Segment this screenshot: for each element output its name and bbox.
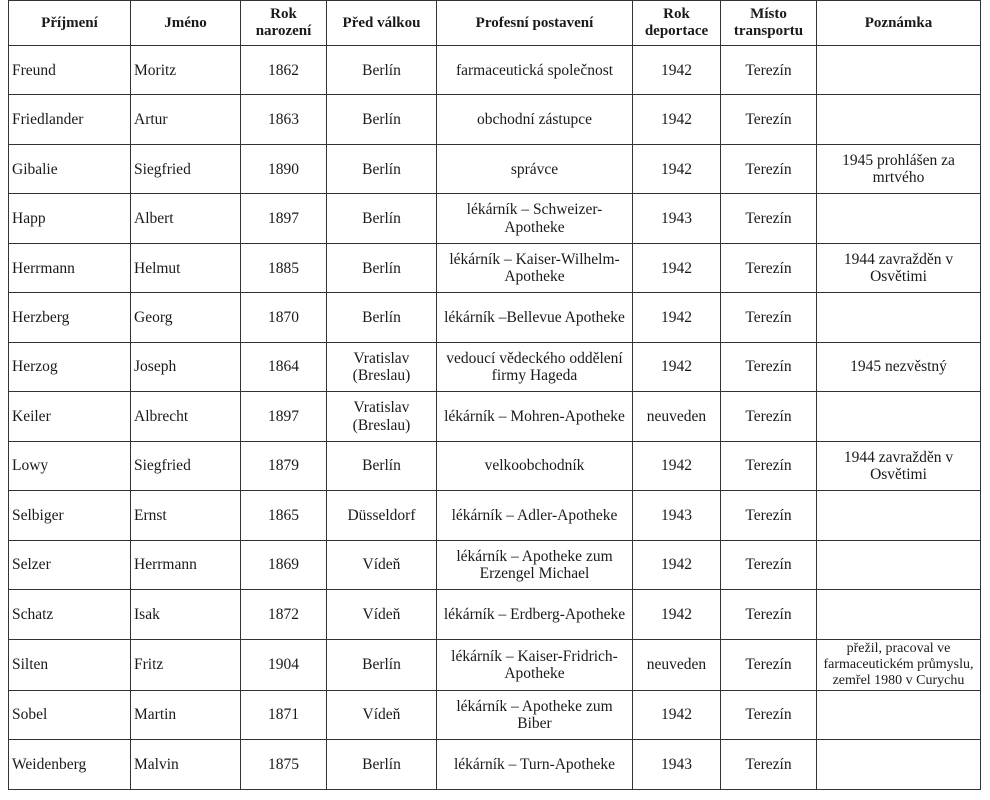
cell-profession: farmaceutická společnost: [437, 46, 633, 95]
cell-note: 1944 zavražděn v Osvětimi: [817, 441, 981, 490]
table-row: [9, 293, 981, 342]
cell-profession: lékárník – Mohren-Apotheke: [437, 392, 633, 441]
table-row: [9, 144, 981, 193]
cell-profession: lékárník –Bellevue Apotheke: [437, 293, 633, 342]
cell-pre-war: Düsseldorf: [327, 491, 437, 540]
cell-surname: Sobel: [9, 690, 131, 739]
table-row: [9, 690, 981, 739]
cell-deportation-year: 1942: [633, 441, 721, 490]
table-header-row: [9, 1, 981, 46]
cell-transport-place: Terezín: [721, 46, 817, 95]
cell-surname: Gibalie: [9, 144, 131, 193]
table-row: [9, 491, 981, 540]
cell-firstname: Helmut: [131, 243, 241, 292]
table-row: [9, 194, 981, 243]
cell-profession: obchodní zástupce: [437, 95, 633, 144]
cell-birth-year: 1885: [241, 243, 327, 292]
cell-pre-war: Berlín: [327, 441, 437, 490]
header-deportation-year: Rok deportace: [633, 1, 721, 46]
cell-pre-war: Berlín: [327, 293, 437, 342]
cell-pre-war: Berlín: [327, 144, 437, 193]
cell-deportation-year: 1942: [633, 243, 721, 292]
header-firstname: Jméno: [131, 1, 241, 46]
cell-surname: Keiler: [9, 392, 131, 441]
cell-transport-place: Terezín: [721, 392, 817, 441]
cell-profession: vedoucí vědeckého oddělení firmy Hageda: [437, 342, 633, 391]
table-row: [9, 342, 981, 391]
cell-surname: Herrmann: [9, 243, 131, 292]
cell-surname: Lowy: [9, 441, 131, 490]
cell-note: 1945 nezvěstný: [817, 342, 981, 391]
cell-firstname: Moritz: [131, 46, 241, 95]
cell-firstname: Martin: [131, 690, 241, 739]
cell-birth-year: 1872: [241, 590, 327, 639]
cell-deportation-year: 1942: [633, 590, 721, 639]
cell-pre-war: Berlín: [327, 639, 437, 690]
cell-profession: lékárník – Kaiser-Fridrich-Apotheke: [437, 639, 633, 690]
cell-pre-war: Berlín: [327, 243, 437, 292]
cell-pre-war: Vídeň: [327, 540, 437, 589]
cell-birth-year: 1875: [241, 740, 327, 790]
cell-birth-year: 1897: [241, 194, 327, 243]
cell-transport-place: Terezín: [721, 243, 817, 292]
cell-transport-place: Terezín: [721, 639, 817, 690]
cell-surname: Freund: [9, 46, 131, 95]
cell-birth-year: 1904: [241, 639, 327, 690]
cell-note: [817, 194, 981, 243]
cell-firstname: Artur: [131, 95, 241, 144]
cell-deportation-year: 1943: [633, 740, 721, 790]
cell-deportation-year: 1942: [633, 690, 721, 739]
cell-profession: správce: [437, 144, 633, 193]
cell-firstname: Fritz: [131, 639, 241, 690]
cell-note: 1945 prohlášen za mrtvého: [817, 144, 981, 193]
cell-birth-year: 1869: [241, 540, 327, 589]
cell-transport-place: Terezín: [721, 590, 817, 639]
table-row: [9, 392, 981, 441]
cell-note: [817, 95, 981, 144]
cell-firstname: Georg: [131, 293, 241, 342]
cell-deportation-year: 1942: [633, 95, 721, 144]
header-surname: Příjmení: [9, 1, 131, 46]
cell-note: [817, 392, 981, 441]
cell-deportation-year: 1942: [633, 144, 721, 193]
cell-profession: lékárník – Schweizer-Apotheke: [437, 194, 633, 243]
cell-pre-war: Berlín: [327, 95, 437, 144]
deportation-table: [8, 0, 981, 790]
cell-profession: lékárník – Adler-Apotheke: [437, 491, 633, 540]
cell-birth-year: 1870: [241, 293, 327, 342]
cell-deportation-year: 1942: [633, 46, 721, 95]
cell-note: 1944 zavražděn v Osvětimi: [817, 243, 981, 292]
cell-pre-war: Vratislav (Breslau): [327, 392, 437, 441]
cell-transport-place: Terezín: [721, 194, 817, 243]
cell-note: [817, 491, 981, 540]
cell-profession: lékárník – Erdberg-Apotheke: [437, 590, 633, 639]
header-transport-place: Místo transportu: [721, 1, 817, 46]
cell-note: [817, 740, 981, 790]
header-pre-war: Před válkou: [327, 1, 437, 46]
table-row: [9, 95, 981, 144]
cell-transport-place: Terezín: [721, 95, 817, 144]
cell-note: [817, 540, 981, 589]
cell-birth-year: 1862: [241, 46, 327, 95]
cell-profession: lékárník – Kaiser-Wilhelm-Apotheke: [437, 243, 633, 292]
cell-pre-war: Vratislav (Breslau): [327, 342, 437, 391]
cell-pre-war: Berlín: [327, 194, 437, 243]
cell-transport-place: Terezín: [721, 540, 817, 589]
cell-note: [817, 46, 981, 95]
cell-firstname: Malvin: [131, 740, 241, 790]
cell-note: [817, 590, 981, 639]
cell-firstname: Albert: [131, 194, 241, 243]
cell-firstname: Ernst: [131, 491, 241, 540]
cell-transport-place: Terezín: [721, 690, 817, 739]
cell-transport-place: Terezín: [721, 293, 817, 342]
cell-surname: Happ: [9, 194, 131, 243]
cell-deportation-year: neuveden: [633, 639, 721, 690]
cell-surname: Herzberg: [9, 293, 131, 342]
cell-birth-year: 1864: [241, 342, 327, 391]
cell-pre-war: Berlín: [327, 740, 437, 790]
cell-firstname: Herrmann: [131, 540, 241, 589]
cell-birth-year: 1890: [241, 144, 327, 193]
cell-firstname: Isak: [131, 590, 241, 639]
cell-note: [817, 690, 981, 739]
cell-transport-place: Terezín: [721, 740, 817, 790]
cell-deportation-year: 1942: [633, 540, 721, 589]
table-row: [9, 540, 981, 589]
cell-surname: Friedlander: [9, 95, 131, 144]
cell-surname: Weidenberg: [9, 740, 131, 790]
cell-firstname: Siegfried: [131, 441, 241, 490]
cell-pre-war: Vídeň: [327, 690, 437, 739]
table-row: [9, 740, 981, 790]
table-row: [9, 46, 981, 95]
cell-transport-place: Terezín: [721, 491, 817, 540]
header-birth-year: Rok narození: [241, 1, 327, 46]
cell-transport-place: Terezín: [721, 342, 817, 391]
cell-surname: Herzog: [9, 342, 131, 391]
header-note: Poznámka: [817, 1, 981, 46]
cell-firstname: Siegfried: [131, 144, 241, 193]
cell-profession: lékárník – Apotheke zum Erzengel Michael: [437, 540, 633, 589]
table-row: [9, 441, 981, 490]
cell-birth-year: 1863: [241, 95, 327, 144]
cell-surname: Schatz: [9, 590, 131, 639]
cell-pre-war: Vídeň: [327, 590, 437, 639]
cell-surname: Selzer: [9, 540, 131, 589]
cell-surname: Silten: [9, 639, 131, 690]
table-row: [9, 590, 981, 639]
cell-profession: lékárník – Turn-Apotheke: [437, 740, 633, 790]
cell-pre-war: Berlín: [327, 46, 437, 95]
cell-deportation-year: 1942: [633, 342, 721, 391]
table-row: [9, 639, 981, 690]
cell-deportation-year: neuveden: [633, 392, 721, 441]
cell-birth-year: 1897: [241, 392, 327, 441]
cell-profession: lékárník – Apotheke zum Biber: [437, 690, 633, 739]
table-row: [9, 243, 981, 292]
cell-transport-place: Terezín: [721, 144, 817, 193]
cell-deportation-year: 1943: [633, 491, 721, 540]
cell-firstname: Albrecht: [131, 392, 241, 441]
cell-note: [817, 293, 981, 342]
cell-firstname: Joseph: [131, 342, 241, 391]
cell-note: přežil, pracoval ve farmaceutickém průmyslu, zemřel 1980 v Curychu: [817, 639, 981, 690]
cell-birth-year: 1865: [241, 491, 327, 540]
cell-transport-place: Terezín: [721, 441, 817, 490]
cell-birth-year: 1871: [241, 690, 327, 739]
cell-surname: Selbiger: [9, 491, 131, 540]
cell-birth-year: 1879: [241, 441, 327, 490]
cell-deportation-year: 1943: [633, 194, 721, 243]
cell-deportation-year: 1942: [633, 293, 721, 342]
cell-profession: velkoobchodník: [437, 441, 633, 490]
header-profession: Profesní postavení: [437, 1, 633, 46]
table-body: [9, 46, 981, 790]
